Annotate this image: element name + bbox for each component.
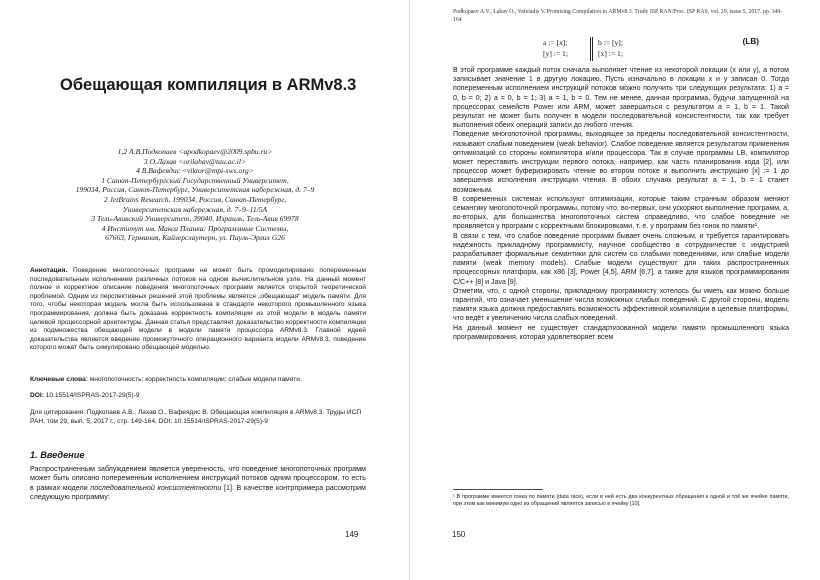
paragraph: На данный момент не существует стандартизованной модели памяти промышленного языка программирования, которая удовлетворяет всем xyxy=(453,324,789,341)
abstract-text: Поведение многопоточных программ не может быть промоделировано попеременным последовательным исполнением различных потоков на одном вычислительном узле. На данный момент полное и корректное описание поведения многопоточных программ является открытой теоретической проблемой. Одним из перспективных решений этой проблемы является „обещающая“ модель памяти. Для того, чтобы некоторая модель могла быть использована в стандарте некоторого промышленного языка программирования, должна быть доказана корректность компиляции из этой модели в модель памяти целевой процессорной архитектуры. Данная статья представляет доказательство корректности компиляции из подмножества обещающей модели в модели памяти процессора ARMv8.3. Главной идеей доказательства является введение промежуточного операционного варианта модели ARMv8.3, поведение которого может быть симулировано обещающей моделью. xyxy=(30,267,366,352)
doi-link[interactable]: 10.15514/ISPRAS-2017-29(5)-9 xyxy=(45,392,140,399)
affiliation-line: 2 JetBrains Research, 199034, Россия, Санкт-Петербург, xyxy=(103,194,287,204)
affiliation-line: 67663, Германия, Кайзерслаутерн, ул. Пауль-Эрлих G26 xyxy=(105,233,285,243)
paragraph: В связи с тем, что слабое поведение программ бывает очень сложным, и требуется гарантировать надёжность прикладному программисту, научное сообщество в сотрудничестве с индустрией разрабатывает формальные семантики для систем со слабыми поведениями, или слабые модели памяти (weak memory models). Слабые модели существуют для таких распространенных процессорных платформ, как x86 [3], Power [4,5], ARM [6,7], а также для языков программирования C/C++ [8] и Java [9]. xyxy=(453,232,789,286)
paragraph: В современных системах используют оптимизации, которые таким странным образом меняют семантику многопоточной программы, потому что, во-первых, они ускоряют выполнение программ, а, во-вторых, для большинства многопоточных систем справедливо, что слабое поведение не проявляется у программ с корректными блокировками, т. е. у программ без гонок по памяти¹. xyxy=(453,195,789,231)
code-line: b := [y]; xyxy=(598,38,623,47)
code-line: [y] := 1; xyxy=(543,49,568,58)
paper-title: Обещающая компиляция в ARMv8.3 xyxy=(60,76,357,94)
program-label: (LB) xyxy=(742,37,759,46)
section-heading: 1. Введение xyxy=(30,450,85,460)
parallel-bar xyxy=(590,37,593,61)
affiliation-line: Университетская набережная, д. 7–9–11/5А xyxy=(122,204,268,214)
author-line: 4 В.Вафеядис <viktor@mpi-sws.org> xyxy=(136,166,254,176)
paragraph: Отметим, что, с одной стороны, прикладному программисту хотелось бы иметь как можно больше гарантий, что означает уменьшение числа возможных слабых поведений. С другой стороны, модель памяти языка должна предоставлять возможность эффективной компиляции в целевые платформы, что ведёт к увеличению числа слабых поведений. xyxy=(453,287,789,323)
footnote: ¹ В программе имеется гонка по памяти (data race), если в ней есть два конкурентных обращения к одной и той же ячейке памяти, при этом как минимум одно из обращений является записью в ячейку [10]. xyxy=(453,494,789,507)
thread-2-code xyxy=(598,37,658,59)
code-line: [x] := 1; xyxy=(598,49,623,58)
affiliation-line: 1 Санкт-Петербургский Государственный Университет, xyxy=(101,175,289,185)
affiliation-line: 4 Институт им. Макса Планка: Программные Системы, xyxy=(101,223,289,233)
keywords-label: Ключевые слова: xyxy=(30,376,88,383)
affiliation-line: 3 Тель-Авивский Университет, 39040, Израиль, Тель-Авив 69978 xyxy=(91,214,299,224)
footnote-rule xyxy=(453,489,543,490)
paragraph: Поведение многопоточной программы, выходящее за пределы последовательной консистентности, называют слабым поведением (weak behavior). Слабое поведение является результатом применения оптимизаций со стороны компилятора и/или процессора. Так в случае программы LB, компилятор может переставить инструкции первого потока, например, как часть планирования кода [2], или процессор может буферизировать чтение во втором потоке и выполнить инструкцию [x] := 1 до завершения исполнения инструкции чтения. В обоих случаях результат a = 1, b = 1 станет возможным. xyxy=(453,131,789,194)
abstract xyxy=(30,267,366,353)
running-header: Podkopaev A.V., Lahav O., Vafeiadis V. Promising Compilation to ARMv8.3. Trudy ISP RAN/Proc. ISP RAS, vol. 29, issue 5, 2017. pp. 149-164 xyxy=(453,9,783,23)
doi-label: DOI: xyxy=(30,392,44,399)
abstract-label: Аннотация. xyxy=(30,267,68,274)
intro-text-cont: [1]. В качестве контрпримера рассмотрим следующую программу: xyxy=(30,482,366,502)
keywords-text: многопоточность; корректность компиляции; слабые модели памяти. xyxy=(89,376,302,383)
author-block xyxy=(30,147,360,243)
thread-1-code xyxy=(543,37,587,59)
body-text xyxy=(453,66,789,342)
page-number-right: 150 xyxy=(452,530,466,539)
author-line: 3 О.Лахав <orilahav@tau.ac.il> xyxy=(143,156,247,166)
keywords xyxy=(30,376,370,383)
intro-text: Распространенным заблуждением является уверенность, что поведение многопоточных программ может быть описано попеременным исполнением инструкций потоков одним процессором, то есть в рамках модели xyxy=(30,464,366,492)
intro-italic-term: последовательной консистентности xyxy=(90,482,222,492)
paragraph: В этой программе каждый поток сначала выполняет чтение из некоторой локации (x или y), а потом записывает значение 1 в другую локацию. Пусть изначально в локации x и y записан 0. Тогда попеременным исполнением инструкций потоков можно получить три следующих результата: 1) a = 0, b = 0; 2) a = 0, b = 1; 3) a = 1, b = 0. Тем не менее, данная программа, будучи запущенной на процессорах семейств Power или ARM, может завершиться с результатом a = 1, b = 1. Такой результат не может быть получен в модели последовательной консистентности, так как требует выполнения обеих операций записи до любого чтения. xyxy=(453,67,789,130)
page-number-left: 149 xyxy=(345,530,359,539)
code-example-lb xyxy=(543,37,763,63)
intro-paragraph xyxy=(30,464,366,502)
code-line: a := [x]; xyxy=(543,38,568,47)
doi xyxy=(30,392,140,399)
citation: Для цитирования: Подкопаев А.В., Лахав О., Вафеядис В. Обещающая компиляция в ARMv8.3. Труды ИСП РАН, том 29, вып. 5, 2017 г., стр. 149-164. DOI: 10.15514/ISPRAS-2017-29(5)-9 xyxy=(30,409,362,425)
page-spine xyxy=(409,0,410,580)
author-line: 1,2 А.В.Подкопаев <apodkopaev@2009.spbu.ru> xyxy=(117,147,273,156)
affiliation-line: 199034, Россия, Санкт-Петербург, Университетская набережная, д. 7–9 xyxy=(75,185,315,195)
